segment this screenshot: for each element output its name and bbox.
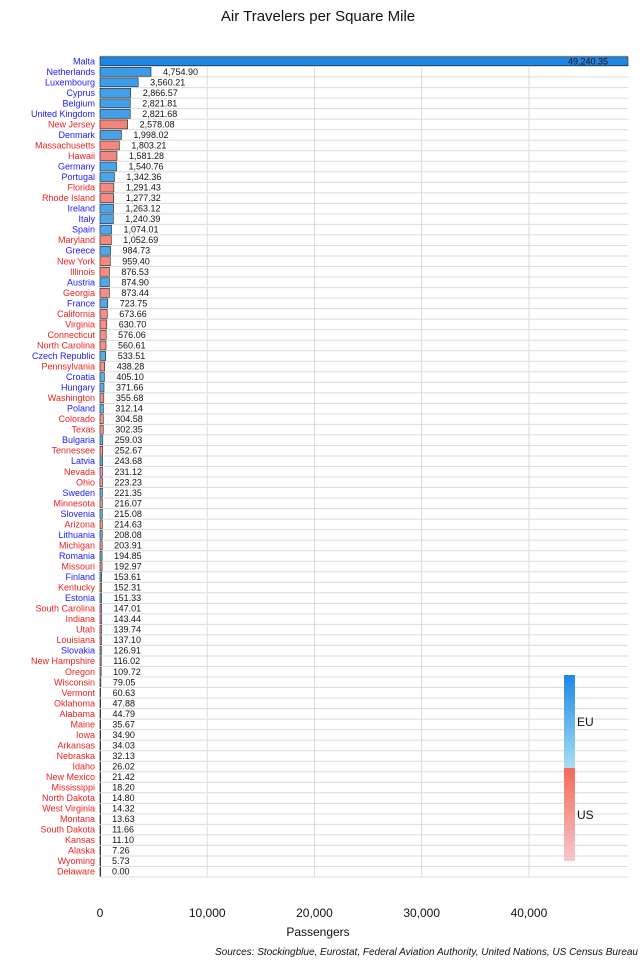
bar: [100, 646, 101, 655]
value-label: 259.03: [114, 435, 143, 446]
bar: [100, 162, 117, 171]
category-label: Italy: [78, 214, 95, 225]
value-label: 5.73: [112, 856, 130, 867]
value-label: 152.31: [113, 582, 142, 593]
category-label: Alabama: [59, 708, 95, 719]
x-tick-labels: [97, 906, 548, 920]
category-label: Mississippi: [51, 782, 95, 793]
value-label: 723.75: [119, 298, 148, 309]
category-label: Slovakia: [60, 645, 95, 656]
value-label: 214.63: [114, 519, 142, 530]
category-label: California: [56, 308, 95, 319]
bar: [100, 530, 102, 539]
category-label: Wisconsin: [53, 677, 95, 688]
category-label: Greece: [65, 245, 95, 256]
value-label: 959.40: [122, 256, 150, 267]
category-label: Michigan: [58, 540, 95, 551]
category-label: Arkansas: [57, 740, 95, 751]
bar: [100, 373, 104, 382]
category-label: Oklahoma: [53, 698, 95, 709]
bar: [100, 488, 102, 497]
bar: [100, 257, 110, 266]
value-label: 2,866.57: [142, 87, 178, 98]
value-label: 194.85: [114, 550, 142, 561]
category-label: Louisiana: [56, 635, 95, 646]
category-labels: [31, 56, 96, 876]
bar: [100, 204, 114, 213]
category-label: Maryland: [57, 235, 95, 246]
value-label: 1,291.43: [125, 182, 161, 193]
value-label: 47.88: [112, 698, 136, 709]
value-label: 1,277.32: [125, 193, 161, 204]
value-label: 60.63: [112, 687, 136, 698]
bar: [100, 152, 117, 161]
category-label: New Hampshire: [30, 656, 95, 667]
bar: [100, 836, 101, 845]
category-label: Oregon: [64, 666, 95, 677]
value-label: 216.07: [114, 498, 142, 509]
category-label: Nevada: [63, 466, 95, 477]
bar: [100, 88, 131, 97]
bar: [100, 246, 111, 255]
value-label: 3,560.21: [150, 77, 186, 88]
bar: [100, 467, 102, 476]
category-label: Croatia: [65, 372, 95, 383]
value-label: 252.67: [114, 445, 143, 456]
bar: [100, 341, 106, 350]
value-label: 371.66: [115, 382, 144, 393]
bar: [100, 78, 138, 87]
category-label: United Kingdom: [30, 108, 95, 119]
bar: [100, 678, 101, 687]
category-label: North Dakota: [41, 793, 95, 804]
category-label: Belgium: [62, 98, 95, 109]
category-label: Idaho: [72, 761, 95, 772]
category-label: Luxembourg: [44, 77, 95, 88]
bar: [100, 846, 101, 855]
category-label: Virginia: [65, 319, 95, 330]
bar: [100, 278, 109, 287]
bar: [100, 857, 101, 866]
value-label: 1,540.76: [128, 161, 164, 172]
bar: [100, 615, 102, 624]
category-label: Finland: [65, 572, 95, 583]
bar: [100, 267, 109, 276]
value-label: 223.23: [114, 477, 142, 488]
value-label: 14.80: [112, 793, 135, 804]
bar: [100, 109, 130, 118]
value-label: 304.58: [115, 414, 143, 425]
value-label: 1,581.28: [128, 150, 165, 161]
value-label: 109.72: [113, 666, 141, 677]
bar: [100, 720, 101, 729]
value-label: 137.10: [113, 635, 142, 646]
value-label: 630.70: [118, 319, 147, 330]
bar: [100, 215, 113, 224]
category-label: Minnesota: [53, 498, 95, 509]
value-label: 576.06: [118, 329, 146, 340]
legend-swatch-us: [564, 768, 575, 861]
legend-swatch-eu: [564, 675, 575, 768]
value-label: 2,821.81: [142, 98, 178, 109]
bar: [100, 362, 105, 371]
bar: [100, 352, 106, 361]
category-label: Pennsylvania: [41, 361, 95, 372]
category-label: Missouri: [61, 561, 95, 572]
x-tick-label: 20,000: [296, 906, 333, 920]
category-label: Hawaii: [67, 150, 95, 161]
value-label: 984.73: [122, 245, 151, 256]
category-label: Washington: [47, 393, 95, 404]
value-label: 14.32: [112, 803, 135, 814]
bar: [100, 236, 111, 245]
bar: [100, 425, 103, 434]
category-label: Cyprus: [66, 87, 95, 98]
category-label: Bulgaria: [61, 435, 95, 446]
value-label: 0.00: [112, 866, 130, 877]
bar: [100, 709, 101, 718]
value-label: 18.20: [112, 782, 135, 793]
bar: [100, 457, 103, 466]
bar: [100, 520, 102, 529]
category-label: Lithuania: [58, 529, 95, 540]
category-label: Romania: [58, 550, 95, 561]
category-label: Vermont: [61, 687, 95, 698]
category-label: Indiana: [65, 614, 95, 625]
category-label: Germany: [57, 161, 95, 172]
bar: [100, 394, 104, 403]
category-label: Ireland: [67, 203, 95, 214]
bar: [100, 309, 107, 318]
category-label: Maine: [70, 719, 95, 730]
category-label: Latvia: [70, 456, 95, 467]
source-caption: Sources: Stockingblue, Eurostat, Federal Aviation Authority, United Nations, US Census Bureau: [215, 947, 638, 958]
value-label: 34.90: [112, 729, 135, 740]
bar: [100, 583, 102, 592]
bar: [100, 130, 121, 139]
value-label: 312.14: [115, 403, 143, 414]
bar: [100, 804, 101, 813]
bar: [100, 825, 101, 834]
value-label: 32.13: [112, 750, 135, 761]
bar: [100, 688, 101, 697]
value-label: 147.01: [113, 603, 142, 614]
value-label: 533.51: [117, 350, 146, 361]
value-label: 79.05: [112, 677, 136, 688]
category-label: Tennessee: [51, 445, 95, 456]
value-label: 7.26: [112, 845, 130, 856]
category-label: Massachusetts: [34, 140, 95, 151]
category-label: North Carolina: [36, 340, 95, 351]
bar: [100, 604, 102, 613]
bar: [100, 562, 102, 571]
category-label: Austria: [66, 277, 95, 288]
bar: [100, 57, 628, 66]
value-label: 438.28: [116, 361, 145, 372]
x-tick-label: 40,000: [510, 906, 548, 920]
value-label: 1,803.21: [131, 140, 167, 151]
value-label: 1,998.02: [133, 129, 169, 140]
value-label: 215.08: [114, 508, 142, 519]
value-label: 11.66: [112, 824, 134, 835]
bar: [100, 867, 101, 876]
x-axis-title: Passengers: [286, 925, 350, 939]
value-label: 2,578.08: [139, 119, 175, 130]
category-label: South Dakota: [40, 824, 95, 835]
value-label: 873.44: [121, 287, 149, 298]
value-label: 192.97: [114, 561, 142, 572]
bar: [100, 183, 114, 192]
category-label: Kentucky: [57, 582, 95, 593]
x-tick-label: 30,000: [403, 906, 441, 920]
value-label: 1,240.39: [125, 214, 161, 225]
chart-title: Air Travelers per Square Mile: [220, 8, 416, 25]
bar: [100, 625, 101, 634]
category-label: Florida: [67, 182, 95, 193]
bar: [100, 383, 104, 392]
value-label: 243.68: [114, 456, 143, 467]
bar: [100, 541, 102, 550]
category-label: Portugal: [61, 172, 95, 183]
bar: [100, 320, 107, 329]
category-label: Georgia: [62, 287, 95, 298]
bar: [100, 141, 119, 150]
bar: [100, 499, 102, 508]
value-label: 208.08: [114, 529, 142, 540]
category-label: South Carolina: [35, 603, 95, 614]
value-label: 302.35: [115, 424, 143, 435]
value-label: 126.91: [113, 645, 141, 656]
value-label: 2,821.68: [142, 108, 178, 119]
bar: [100, 699, 101, 708]
bar: [100, 446, 103, 455]
value-label: 673.66: [119, 308, 147, 319]
value-label: 1,263.12: [125, 203, 161, 214]
value-label: 151.33: [113, 593, 142, 604]
bar: [100, 299, 108, 308]
category-label: Kansas: [64, 835, 95, 846]
bar: [100, 99, 130, 108]
category-label: Utah: [75, 624, 95, 635]
category-label: Ohio: [75, 477, 95, 488]
value-label: 1,052.69: [123, 235, 159, 246]
bar: [100, 751, 101, 760]
category-label: West Virginia: [42, 803, 95, 814]
value-label: 153.61: [113, 572, 142, 583]
value-label: 1,342.36: [126, 172, 162, 183]
bar: [100, 330, 106, 339]
value-label: 4,754.90: [162, 66, 199, 77]
value-label: 139.74: [113, 624, 142, 635]
bar: [100, 594, 102, 603]
bar: [100, 194, 114, 203]
category-label: New Jersey: [47, 119, 95, 130]
category-label: Rhode Island: [41, 193, 95, 204]
category-label: Texas: [71, 424, 95, 435]
value-label: 560.61: [118, 340, 146, 351]
bar: [100, 730, 101, 739]
category-label: Denmark: [58, 129, 95, 140]
value-label: 34.03: [112, 740, 135, 751]
bar: [100, 436, 103, 445]
category-label: Colorado: [58, 414, 95, 425]
bar: [100, 404, 103, 413]
value-label: 203.91: [114, 540, 142, 551]
bar: [100, 173, 114, 182]
value-label: 44.79: [112, 708, 136, 719]
category-label: Montana: [59, 814, 95, 825]
category-label: Malta: [72, 56, 95, 67]
category-label: New York: [56, 256, 95, 267]
bar: [100, 415, 103, 424]
value-label: 221.35: [114, 487, 142, 498]
value-label: 231.12: [114, 466, 143, 477]
value-label: 874.90: [121, 277, 149, 288]
value-label: 13.63: [112, 814, 135, 825]
category-label: Spain: [71, 224, 95, 235]
category-label: Connecticut: [47, 329, 95, 340]
value-label: 26.02: [112, 761, 135, 772]
bar: [100, 120, 128, 129]
category-label: Nebraska: [56, 750, 95, 761]
value-label: 21.42: [112, 772, 135, 783]
bar: [100, 667, 101, 676]
category-label: Alaska: [67, 845, 95, 856]
bar: [100, 773, 101, 782]
category-label: Iowa: [75, 729, 95, 740]
value-label: 1,074.01: [123, 224, 159, 235]
value-label: 116.02: [113, 656, 141, 667]
category-label: Sweden: [62, 487, 95, 498]
bar: [100, 509, 102, 518]
category-label: Hungary: [60, 382, 95, 393]
bar: [100, 288, 109, 297]
category-label: Estonia: [64, 593, 95, 604]
category-label: Czech Republic: [31, 350, 95, 361]
bar: [100, 794, 101, 803]
category-label: Arizona: [64, 519, 95, 530]
bar: [100, 815, 101, 824]
bar: [100, 67, 151, 76]
bar: [100, 225, 112, 234]
category-label: Wyoming: [57, 856, 95, 867]
value-label: 355.68: [115, 393, 144, 404]
bar: [100, 783, 101, 792]
bar: [100, 636, 101, 645]
legend-label-us: US: [577, 808, 594, 822]
category-label: Netherlands: [46, 66, 95, 77]
category-label: Poland: [66, 403, 95, 414]
value-label: 143.44: [113, 614, 142, 625]
category-label: New Mexico: [45, 772, 95, 783]
legend-label-eu: EU: [577, 715, 594, 729]
value-label: 49,240.35: [567, 56, 608, 67]
x-tick-label: 0: [96, 906, 104, 920]
bar: [100, 573, 102, 582]
bar: [100, 478, 102, 487]
x-tick-label: 10,000: [188, 906, 226, 920]
category-label: Delaware: [56, 866, 95, 877]
bar: [100, 657, 101, 666]
category-label: Slovenia: [60, 508, 95, 519]
value-label: 11.10: [112, 835, 134, 846]
value-label: 876.53: [121, 266, 149, 277]
bar: [100, 762, 101, 771]
value-label: 35.67: [112, 719, 135, 730]
category-label: France: [66, 298, 95, 309]
bar: [100, 741, 101, 750]
value-label: 405.10: [116, 372, 144, 383]
bar: [100, 552, 102, 561]
category-label: Illinois: [69, 266, 95, 277]
